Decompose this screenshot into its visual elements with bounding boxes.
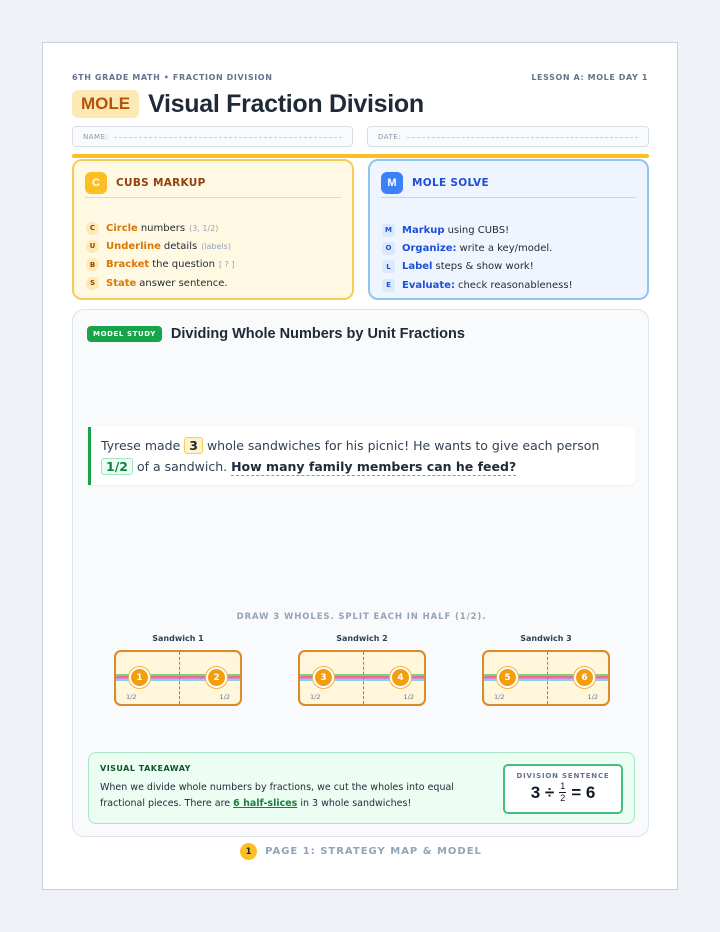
page-number-badge: 1 [240,843,257,860]
model-study-section [72,309,649,837]
cubs-header [85,172,206,194]
mole-text: check reasonableness! [457,279,573,291]
mole-text: write a key/model. [459,242,553,254]
mole-item-label [382,258,573,276]
piece-number: 5 [497,667,518,688]
mole-list [382,221,573,294]
cubs-note: (labels) [201,241,231,251]
date-label: DATE: [378,132,402,141]
mole-keyword: Markup [402,224,445,236]
cubs-note: (3, 1/2) [189,223,219,233]
mole-badge-icon: M [381,172,403,194]
fraction-numerator: 1 [560,781,566,791]
takeaway-text [100,780,485,812]
circled-fraction: 1/2 [101,458,133,475]
name-label: NAME: [83,132,109,141]
cubs-keyword: Bracket [106,259,150,271]
cubs-keyword: Underline [106,240,161,252]
mole-letter: E [382,279,395,292]
half-label: 1/2 [310,693,321,701]
model-header [87,323,465,345]
mole-letter: O [382,242,395,255]
draw-instruction: DRAW 3 WHOLES. SPLIT EACH IN HALF (1/2). [236,612,487,622]
cubs-list [86,219,235,292]
mole-letter: L [382,260,395,273]
mole-keyword: Evaluate: [402,279,455,291]
mole-item-evaluate [382,276,573,294]
cubs-text: numbers [140,222,186,234]
cubs-item-underline [86,237,235,255]
lesson-label: LESSON A: MOLE DAY 1 [531,73,648,82]
division-sentence-label: DIVISION SENTENCE [516,772,610,780]
half-label: 1/2 [219,693,230,701]
sandwich-label: Sandwich 3 [520,634,572,643]
cubs-text: details [163,240,198,252]
date-field[interactable] [367,126,649,147]
half-divider [547,652,548,704]
worksheet-page [42,42,678,890]
mole-badge: MOLE [72,90,139,118]
mole-text: using CUBS! [447,224,510,236]
half-divider [179,652,180,704]
takeaway-highlight: 6 half-slices [233,798,298,809]
page-footer [43,843,679,860]
footer-text: PAGE 1: STRATEGY MAP & MODEL [265,846,482,857]
cubs-keyword: State [106,277,137,289]
piece-number: 2 [206,667,227,688]
sandwich-model [482,650,610,706]
half-label: 1/2 [587,693,598,701]
sandwich-model [114,650,242,706]
cubs-letter: S [86,277,99,290]
cubs-note: [ ? ] [218,260,235,270]
cubs-item-state [86,274,235,292]
division-equation [505,782,621,803]
model-study-tag: MODEL STUDY [87,326,162,342]
cubs-rule [85,197,341,198]
mole-title: MOLE SOLVE [412,177,489,189]
takeaway-sentence-end: in 3 whole sandwiches! [300,798,412,809]
course-label: 6TH GRADE MATH • FRACTION DIVISION [72,73,273,82]
mole-card [368,159,649,300]
bracketed-question: How many family members can he feed? [231,459,517,474]
sandwich-model [298,650,426,706]
cubs-item-circle [86,219,235,237]
cubs-title: CUBS MARKUP [116,177,206,189]
equation-dividend: 3 ÷ [530,782,555,802]
half-divider [363,652,364,704]
half-label: 1/2 [494,693,505,701]
cubs-text: answer sentence. [139,277,228,289]
mole-letter: M [382,224,395,237]
half-label: 1/2 [403,693,414,701]
piece-number: 1 [129,667,150,688]
piece-number: 4 [390,667,411,688]
cubs-text: the question [152,259,215,271]
takeaway-sentence: When we divide whole numbers by fractions, we cut the wholes into equal fractional pieces. There are [100,782,454,809]
mole-rule [381,197,636,198]
problem-text: of a sandwich. [136,459,228,474]
problem-text: Tyrese made [101,438,181,453]
gold-divider [72,154,649,158]
cubs-letter: U [86,240,99,253]
equation-fraction [559,782,566,803]
page-title: Visual Fraction Division [148,89,424,118]
mole-header [381,172,489,194]
title-row [72,89,424,119]
cubs-keyword: Circle [106,222,138,234]
division-sentence-box [503,764,623,814]
half-label: 1/2 [126,693,137,701]
takeaway-label: VISUAL TAKEAWAY [100,764,191,773]
mole-keyword: Label [402,261,433,273]
equation-result: = 6 [571,782,596,802]
cubs-letter: C [86,222,99,235]
fraction-denominator: 2 [560,793,566,803]
word-problem [88,427,635,485]
cubs-item-bracket [86,256,235,274]
mole-item-organize [382,239,573,257]
cubs-card [72,159,354,300]
piece-number: 3 [313,667,334,688]
cubs-letter: B [86,258,99,271]
mole-item-markup [382,221,573,239]
cubs-badge: C [85,172,107,194]
mole-text: steps & show work! [435,261,534,273]
problem-text: whole sandwiches for his picnic! He wants to give each person [206,438,600,453]
piece-number: 6 [574,667,595,688]
circled-number: 3 [184,437,203,454]
model-title: Dividing Whole Numbers by Unit Fractions [170,326,465,342]
sandwich-label: Sandwich 1 [152,634,204,643]
sandwich-label: Sandwich 2 [336,634,388,643]
visual-takeaway [88,752,635,824]
name-line [114,137,342,138]
name-field[interactable] [72,126,353,147]
date-line [407,137,638,138]
mole-keyword: Organize: [402,242,457,254]
